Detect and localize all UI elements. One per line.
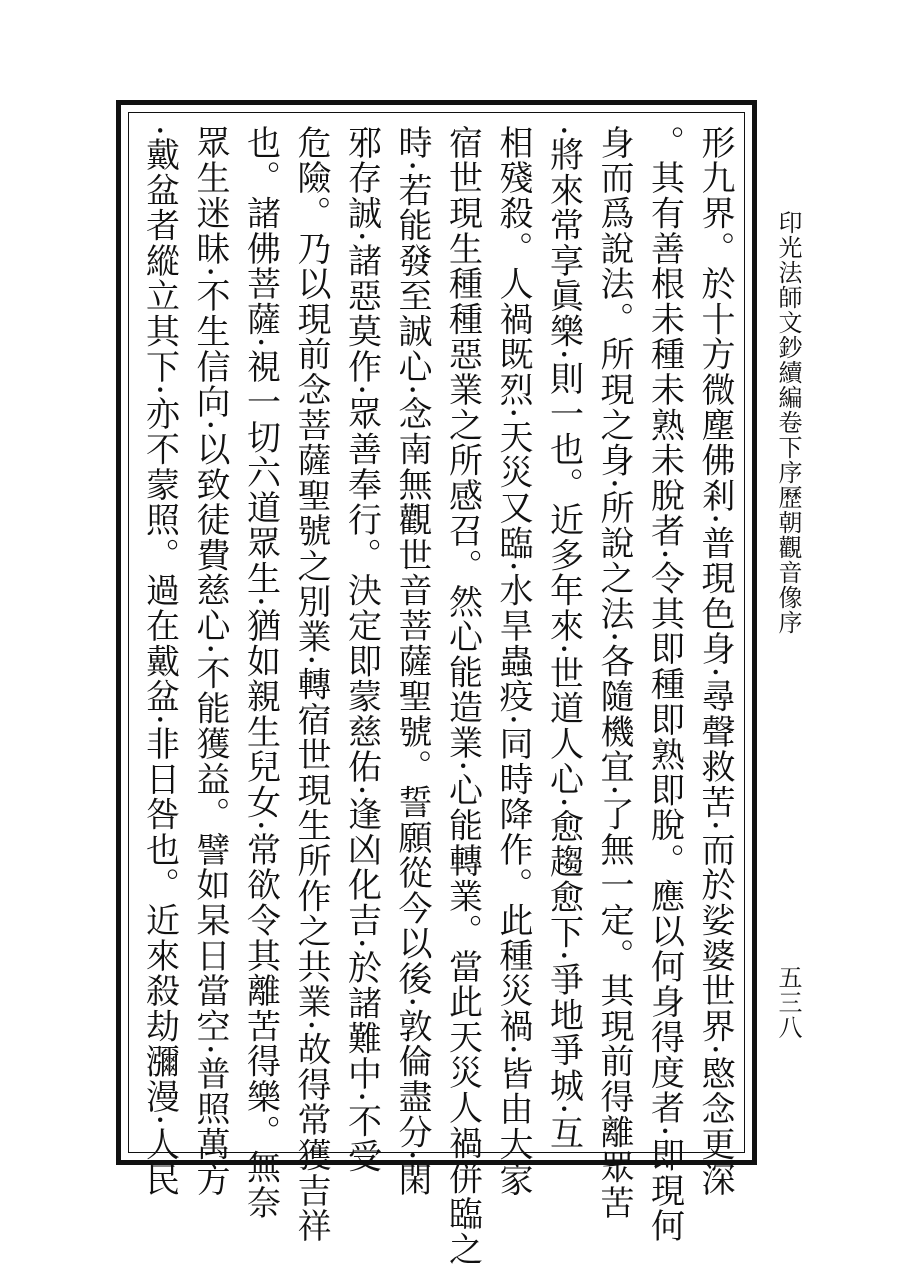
section-label: 序 [774,460,802,485]
text-column: 宿世現生種種惡業之所感召。然心能造業·心能轉業。當此天災人禍併臨之 [442,125,483,1267]
text-column: 身而爲說法。所現之身·所說之法·各隨機宜·了無一定。其現前得離眾苦 [594,125,634,1221]
text-column: 形九界。於十方微塵佛剎·普現色身·尋聲救苦·而於娑婆世界·愍念更深 [695,125,735,1198]
book-title: 印光法師文鈔續編卷下 [774,210,802,460]
text-column: 也。諸佛菩薩·視一切六道眾生·猶如親生兒女·常欲令其離苦得樂。無奈 [240,125,281,1221]
body-text [139,125,740,1267]
text-column: 。其有善根未種未熟未脫者·令其即種即熟即脫。應以何身得度者·即現何 [644,125,685,1244]
text-column: 相殘殺。人禍既烈·天災又臨·水旱蟲疫·同時降作。此種災禍·皆由大家 [493,125,533,1198]
text-column: ·戴盆者縱立其下·亦不蒙照。過在戴盆·非日咎也。近來殺劫瀰漫·人民 [139,125,180,1198]
running-head [768,210,808,670]
chapter-title: 歷朝觀音像序 [774,485,802,635]
text-column: 眾生迷昧·不生信向·以致徒費慈心·不能獲益。譬如杲日當空·普照萬方 [190,125,230,1198]
text-column: 危險。乃以現前念菩薩聖號之別業·轉宿世現生所作之共業·故得常獲吉祥 [291,125,331,1244]
text-column: 邪存誠·諸惡莫作·眾善奉行。決定即蒙慈佑·逢凶化吉·於諸難中·不受 [341,125,382,1174]
text-column: ·將來常享眞樂·則一也。近多年來·世道人心·愈趨愈下·爭地爭城·互 [543,125,584,1151]
page-number: 五三八 [774,965,802,1040]
text-column: 時·若能發至誠心·念南無觀世音菩薩聖號。誓願從今以後·敦倫盡分·閑 [392,125,432,1198]
